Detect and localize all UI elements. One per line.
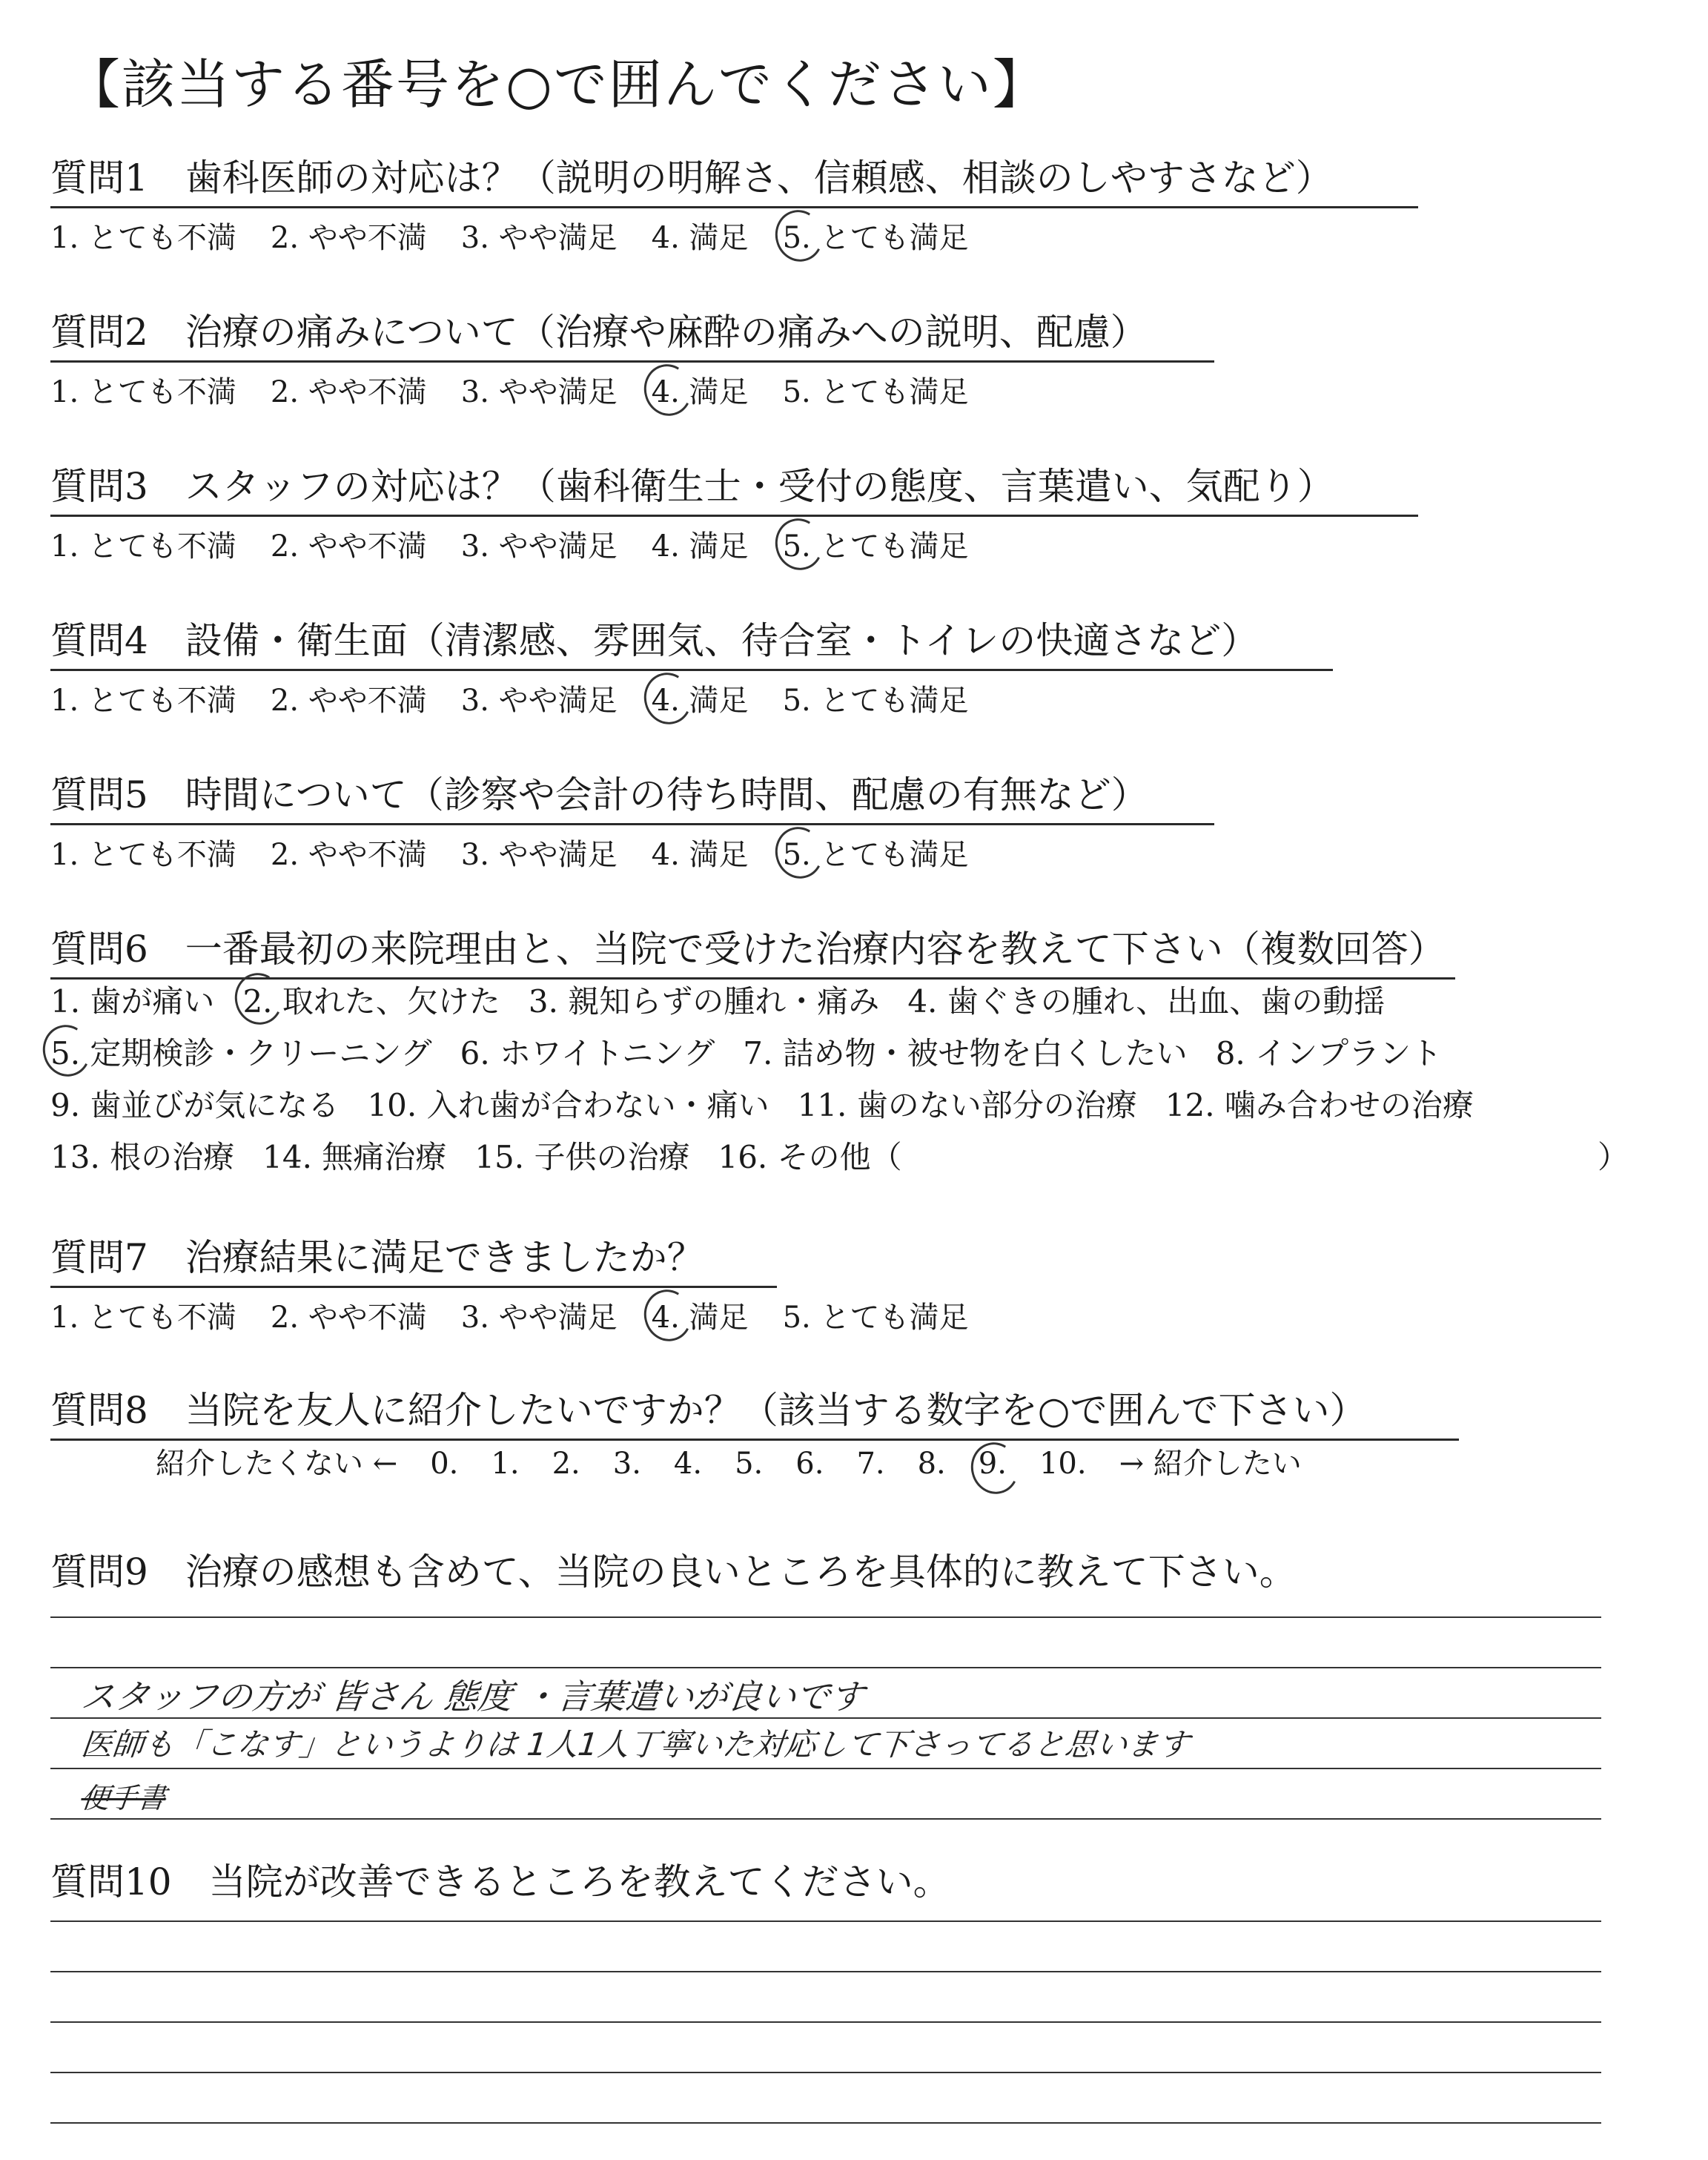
- q8-option-10[interactable]: 10.: [1039, 1447, 1087, 1481]
- question-4-underline: [50, 669, 1333, 671]
- q6-option-15[interactable]: 15. 子供の治療: [474, 1139, 690, 1175]
- q6-row-1: [50, 977, 1413, 1022]
- q8-option-1[interactable]: 1.: [491, 1447, 520, 1481]
- question-4-options: [50, 677, 1333, 719]
- q6-option-2[interactable]: 2. 取れた、欠けた: [242, 977, 500, 1022]
- q4-option-5[interactable]: 5. とても満足: [782, 684, 969, 718]
- q6-option-6[interactable]: 6. ホワイトニング: [460, 1035, 715, 1071]
- question-4: [50, 611, 1333, 719]
- q2-option-3[interactable]: 3. やや満足: [460, 375, 618, 409]
- question-6-label: 質問6 一番最初の来院理由と、当院で受けた治療内容を教えて下さい（複数回答）: [50, 928, 1446, 971]
- question-3-options: [50, 523, 1418, 565]
- q5-option-4[interactable]: 4. 満足: [651, 838, 749, 872]
- question-1-options: [50, 214, 1418, 257]
- question-8-label: 質問8 当院を友人に紹介したいですか？（該当する数字を○で囲んで下さい）: [50, 1389, 1367, 1432]
- q6-row-3: [50, 1081, 1502, 1126]
- q6-option-13[interactable]: 13. 根の治療: [50, 1139, 235, 1175]
- question-7-options: [50, 1294, 1002, 1336]
- q6-option-16[interactable]: 16. その他（: [718, 1139, 902, 1175]
- q9-answer-line-5: [50, 1818, 1601, 1820]
- q1-option-5[interactable]: 5. とても満足: [783, 214, 969, 257]
- question-2: [50, 303, 1214, 411]
- question-5: [50, 765, 1214, 873]
- question-10-label: 質問10 当院が改善できるところを教えてください。: [50, 1860, 950, 1903]
- q9-answer-line-4: [50, 1768, 1601, 1769]
- q10-answer-line-1: [50, 1920, 1601, 1922]
- question-2-options: [50, 369, 1214, 411]
- q6-option-11[interactable]: 11. 歯のない部分の治療: [797, 1087, 1137, 1123]
- q8-left-label: 紹介したくない ←: [156, 1447, 398, 1481]
- q10-answer-line-5: [50, 2122, 1601, 2124]
- q8-right-label: → 紹介したい: [1119, 1447, 1302, 1481]
- question-5-label: 質問5 時間について（診察や会計の待ち時間、配慮の有無など）: [50, 773, 1148, 816]
- q8-option-7[interactable]: 7.: [856, 1447, 885, 1481]
- q1-option-4[interactable]: 4. 満足: [651, 221, 749, 255]
- q1-option-2[interactable]: 2. やや不満: [270, 221, 427, 255]
- page-title: 【該当する番号を○で囲んでください】: [67, 53, 1047, 116]
- q6-option-12[interactable]: 12. 噛み合わせの治療: [1165, 1087, 1474, 1123]
- q4-option-4[interactable]: 4. 満足: [652, 677, 749, 719]
- q6-option-7[interactable]: 7. 詰め物・被せ物を白くしたい: [743, 1035, 1188, 1071]
- q2-option-5[interactable]: 5. とても満足: [782, 375, 969, 409]
- q8-option-9[interactable]: 9.: [978, 1447, 1007, 1481]
- q8-option-0[interactable]: 0.: [430, 1447, 459, 1481]
- question-5-options: [50, 831, 1214, 873]
- q6-option-5[interactable]: 5. 定期検診・クリーニング: [50, 1029, 432, 1074]
- question-8: [50, 1381, 1459, 1441]
- q3-option-4[interactable]: 4. 満足: [651, 529, 749, 564]
- question-3-underline: [50, 515, 1418, 517]
- q6-row-2: [50, 1029, 1470, 1074]
- q7-option-2[interactable]: 2. やや不満: [270, 1301, 427, 1335]
- q8-option-8[interactable]: 8.: [917, 1447, 946, 1481]
- q7-option-1[interactable]: 1. とても不満: [50, 1301, 236, 1335]
- question-9-label: 質問9 治療の感想も含めて、当院の良いところを具体的に教えて下さい。: [50, 1550, 1297, 1593]
- q9-answer-line-2: [50, 1667, 1601, 1668]
- q5-option-1[interactable]: 1. とても不満: [50, 838, 236, 872]
- question-4-label: 質問4 設備・衛生面（清潔感、雰囲気、待合室・トイレの快適さなど）: [50, 619, 1259, 662]
- q3-option-3[interactable]: 3. やや満足: [460, 529, 618, 564]
- question-7-label: 質問7 治療結果に満足できましたか？: [50, 1236, 704, 1279]
- question-3-label: 質問3 スタッフの対応は？（歯科衛生士・受付の態度、言葉遣い、気配り）: [50, 465, 1334, 508]
- q6-option-3[interactable]: 3. 親知らずの腫れ・痛み: [528, 983, 880, 1020]
- q8-option-3[interactable]: 3.: [612, 1447, 641, 1481]
- q8-option-5[interactable]: 5.: [735, 1447, 764, 1481]
- q6-option-14[interactable]: 14. 無痛治療: [262, 1139, 447, 1175]
- q9-handwritten-line-1: スタッフの方が 皆さん 態度 ・言葉遣いが良いです: [79, 1677, 867, 1717]
- question-2-label: 質問2 治療の痛みについて（治療や麻酔の痛みへの説明、配慮）: [50, 311, 1148, 354]
- q10-answer-line-2: [50, 1971, 1601, 1972]
- q10-answer-line-4: [50, 2072, 1601, 2073]
- q9-answer-line-1: [50, 1616, 1601, 1618]
- q8-option-2[interactable]: 2.: [552, 1447, 580, 1481]
- q2-option-1[interactable]: 1. とても不満: [50, 375, 236, 409]
- q9-handwritten-line-2: 医師も「こなす」というよりは 1人1人丁寧いた対応して下さってると思います: [79, 1726, 1192, 1763]
- q6-option-8[interactable]: 8. インプラント: [1215, 1035, 1443, 1071]
- q2-option-2[interactable]: 2. やや不満: [270, 375, 427, 409]
- q8-scale: [156, 1440, 1334, 1482]
- question-5-underline: [50, 823, 1214, 825]
- question-7-underline: [50, 1286, 777, 1288]
- q10-answer-line-3: [50, 2021, 1601, 2023]
- q3-option-2[interactable]: 2. やや不満: [270, 529, 427, 564]
- q6-other-close-paren: ）: [1598, 1139, 1629, 1175]
- question-1-label: 質問1 歯科医師の対応は？（説明の明解さ、信頼感、相談のしやすさなど）: [50, 156, 1333, 199]
- q6-option-10[interactable]: 10. 入れ歯が合わない・痛い: [367, 1087, 769, 1123]
- question-3: [50, 457, 1418, 565]
- q5-option-5[interactable]: 5. とても満足: [783, 831, 969, 873]
- q4-option-1[interactable]: 1. とても不満: [50, 684, 236, 718]
- question-1: [50, 148, 1418, 257]
- q7-option-3[interactable]: 3. やや満足: [460, 1301, 618, 1335]
- question-10: [50, 1852, 950, 1909]
- q3-option-5[interactable]: 5. とても満足: [783, 523, 969, 565]
- question-2-underline: [50, 360, 1214, 363]
- question-9: [50, 1542, 1297, 1599]
- q5-option-2[interactable]: 2. やや不満: [270, 838, 427, 872]
- q7-option-4[interactable]: 4. 満足: [652, 1294, 749, 1336]
- q2-option-4[interactable]: 4. 満足: [652, 369, 749, 411]
- q5-option-3[interactable]: 3. やや満足: [460, 838, 618, 872]
- q4-option-3[interactable]: 3. やや満足: [460, 684, 618, 718]
- q4-option-2[interactable]: 2. やや不満: [270, 684, 427, 718]
- q8-option-6[interactable]: 6.: [795, 1447, 824, 1481]
- q7-option-5[interactable]: 5. とても満足: [782, 1301, 969, 1335]
- question-6: [50, 919, 1455, 980]
- q6-row-4: [50, 1133, 930, 1178]
- q9-handwritten-line-3: 便手書: [79, 1782, 168, 1814]
- q1-option-1[interactable]: 1. とても不満: [50, 221, 236, 255]
- q1-option-3[interactable]: 3. やや満足: [460, 221, 618, 255]
- q6-option-9[interactable]: 9. 歯並びが気になる: [50, 1087, 340, 1123]
- question-7: [50, 1228, 1002, 1336]
- q6-option-4[interactable]: 4. 歯ぐきの腫れ、出血、歯の動揺: [907, 983, 1386, 1020]
- q3-option-1[interactable]: 1. とても不満: [50, 529, 236, 564]
- question-1-underline: [50, 206, 1418, 208]
- q6-option-1[interactable]: 1. 歯が痛い: [50, 983, 215, 1020]
- q8-option-4[interactable]: 4.: [673, 1447, 703, 1481]
